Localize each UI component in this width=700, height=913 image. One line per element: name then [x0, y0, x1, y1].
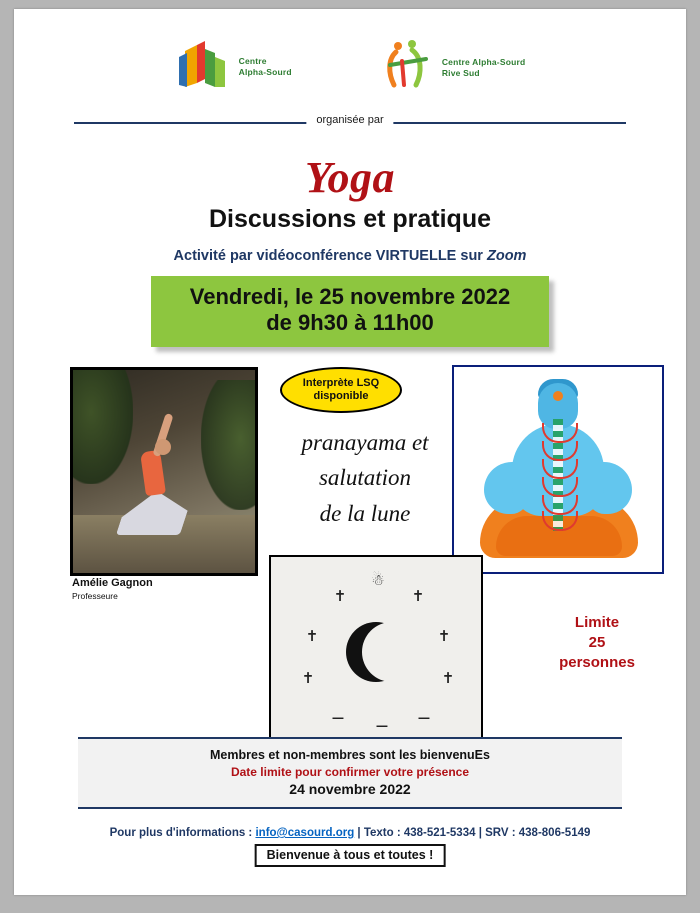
logo-line-2: Rive Sud — [441, 67, 480, 78]
contact-sep-1: | Texto : — [354, 827, 404, 839]
alpha-sourd-rive-sud-figure-icon — [382, 39, 436, 96]
pose-figure-icon: ✝ — [441, 669, 455, 687]
deadline-date: 24 novembre 2022 — [289, 781, 411, 797]
logo-rive-sud-text — [442, 57, 526, 78]
logo-line-1: Centre — [238, 55, 267, 66]
date-line-1: Vendredi, le 25 novembre 2022 — [189, 284, 511, 309]
interpreter-badge-line-2: disponible — [313, 389, 369, 402]
photo-plant-right — [201, 380, 258, 510]
organised-by-row — [74, 114, 626, 130]
footer-info-box — [78, 737, 622, 809]
platform-name: Zoom — [486, 248, 527, 264]
contact-email-link[interactable]: info@casourd.org — [255, 827, 355, 839]
photo-plant-left — [70, 367, 133, 484]
logo-centre-alpha-sourd-rive-sud — [382, 39, 526, 96]
teacher-name: Amélie Gagnon — [72, 576, 153, 589]
alpha-sourd-book-icon — [175, 39, 233, 94]
flyer-page — [14, 9, 686, 895]
figure-third-eye — [553, 391, 563, 401]
logo-line-2: Alpha-Sourd — [238, 66, 292, 77]
contact-sep-2: | SRV : — [475, 827, 519, 839]
teacher-photo — [70, 367, 258, 576]
logo-line-1: Centre Alpha-Sourd — [441, 56, 526, 67]
pose-figure-icon: ✝ — [411, 587, 425, 605]
contact-prefix: Pour plus d'informations : — [109, 827, 256, 839]
limit-line-1: Limite — [574, 613, 620, 631]
welcome-banner: Bienvenue à tous et toutes ! — [255, 844, 446, 867]
participant-limit — [542, 613, 652, 674]
logo-centre-alpha-sourd-text — [239, 56, 292, 77]
logo-centre-alpha-sourd — [175, 39, 292, 94]
photo-person-legs — [116, 491, 194, 535]
content-middle — [14, 363, 686, 755]
logo-row — [14, 9, 686, 96]
contact-srv-number: 438-806-5149 — [518, 827, 591, 839]
meditation-figure-image — [452, 365, 664, 574]
photo-person-torso — [140, 450, 166, 496]
date-banner — [151, 276, 549, 347]
contact-line — [14, 827, 686, 839]
virtual-activity-prefix: Activité par vidéoconférence VIRTUELLE sur — [173, 248, 487, 264]
pose-figure-icon: ✝ — [301, 669, 315, 687]
members-line: Membres et non-membres sont les bienvenuEs — [210, 748, 490, 762]
pose-figure-icon: ☃ — [371, 571, 385, 589]
moon-salutation-drawing — [269, 555, 483, 749]
organised-by-label: organisée par — [306, 114, 393, 126]
date-line-2: de 9h30 à 11h00 — [266, 310, 434, 336]
teacher-role: Professeure — [72, 590, 118, 601]
page-subtitle: Discussions et pratique — [208, 205, 492, 233]
photo-person — [125, 439, 183, 535]
deadline-label: Date limite pour confirmer votre présence — [230, 765, 470, 779]
pose-figure-icon: ✝ — [305, 627, 319, 645]
pose-figure-icon: ⚊ — [375, 713, 389, 731]
practice-line-3: de la lune — [319, 501, 411, 527]
interpreter-badge — [280, 367, 402, 413]
crescent-moon-icon — [346, 622, 406, 682]
virtual-activity-line — [14, 248, 686, 264]
page-title: Yoga — [305, 153, 395, 202]
limit-line-2: 25 — [588, 634, 606, 652]
pose-figure-icon: ⚊ — [331, 705, 345, 723]
practice-text — [270, 425, 460, 532]
interpreter-badge-line-1: Interprète LSQ — [302, 377, 380, 390]
pose-figure-icon: ✝ — [333, 587, 347, 605]
practice-line-2: salutation — [318, 465, 411, 491]
practice-line-1: pranayama et — [301, 429, 429, 455]
figure-kundalini-coil — [542, 423, 574, 529]
contact-texto-number: 438-521-5334 — [403, 827, 476, 839]
limit-line-3: personnes — [559, 654, 635, 672]
photo-person-head — [155, 439, 171, 455]
pose-figure-icon: ✝ — [437, 627, 451, 645]
pose-figure-icon: ⚊ — [417, 705, 431, 723]
